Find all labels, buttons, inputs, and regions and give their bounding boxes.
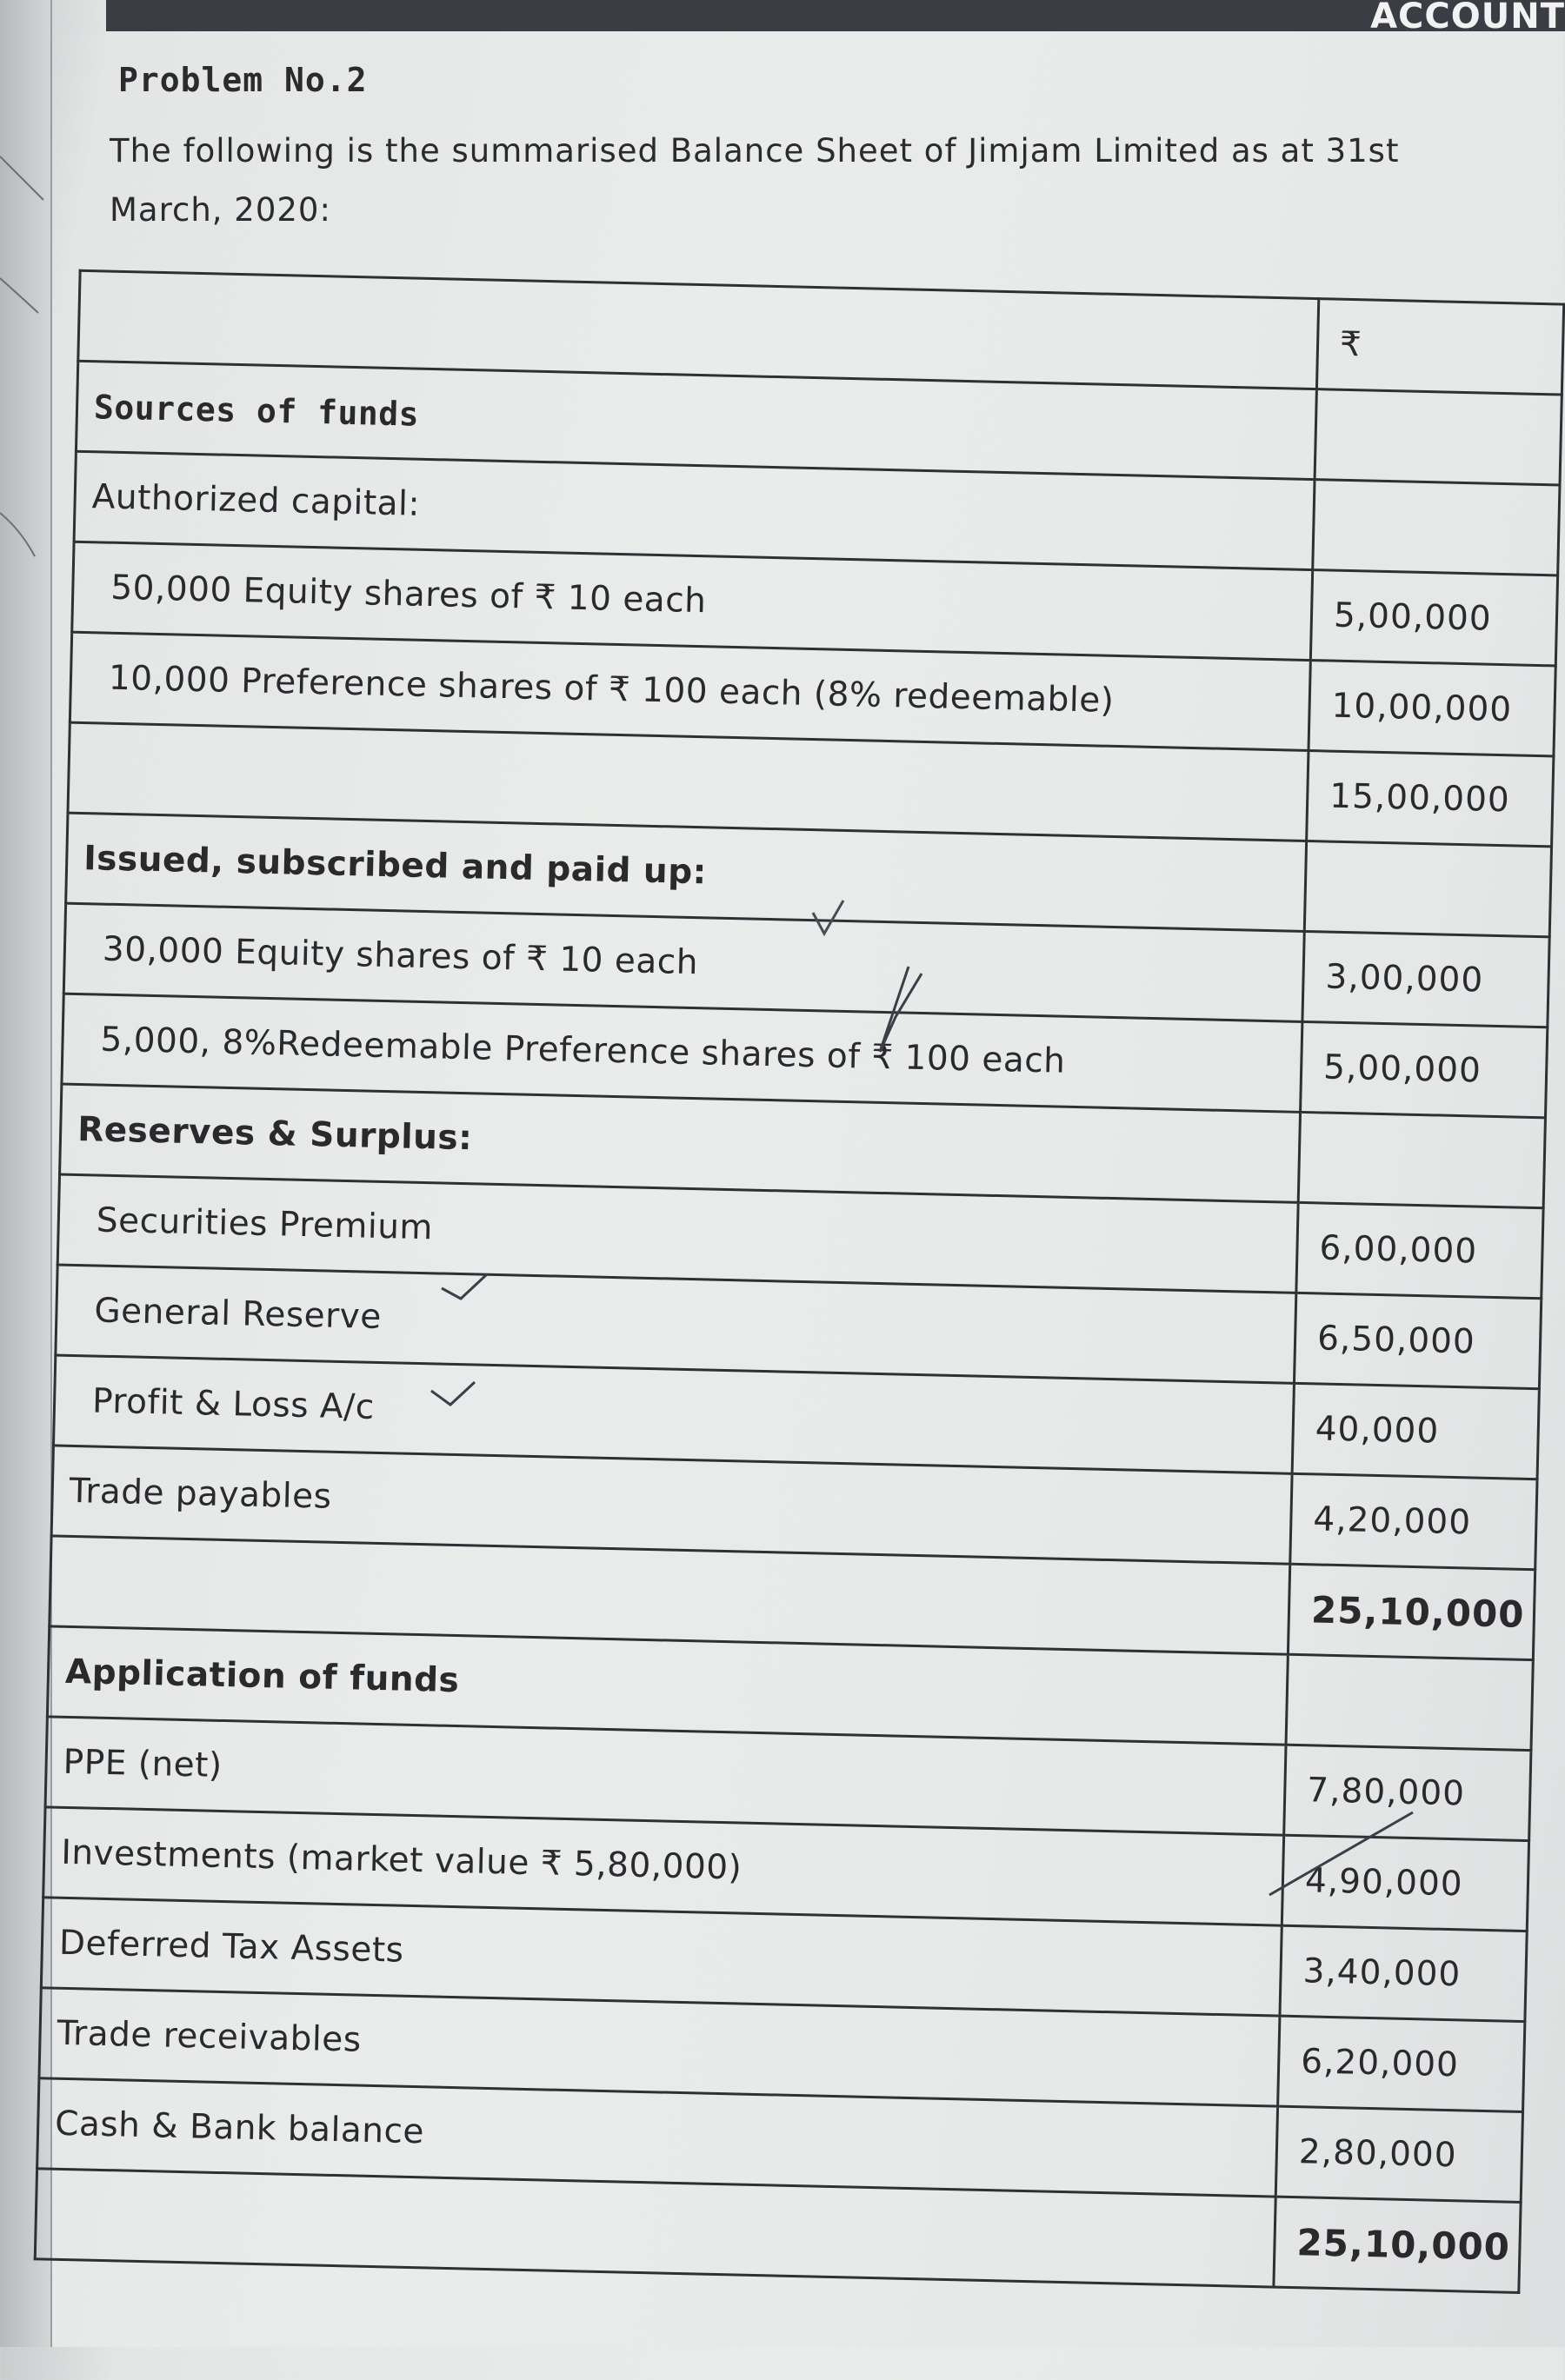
application-total: 25,10,000 xyxy=(1274,2197,1521,2292)
issued-heading: Issued, subscribed and paid up: xyxy=(66,813,1307,931)
balance-sheet xyxy=(0,259,1565,2380)
row-amount: 7,80,000 xyxy=(1284,1745,1531,1840)
row-label: Profit & Loss A/c xyxy=(53,1355,1294,1473)
row-label: PPE (net) xyxy=(45,1717,1286,1835)
row-amount: 3,00,000 xyxy=(1302,931,1549,1027)
running-header-bar xyxy=(106,0,1565,37)
row-label: Trade receivables xyxy=(39,1988,1280,2106)
row-amount: 6,50,000 xyxy=(1294,1293,1541,1388)
row-label: Cash & Bank balance xyxy=(37,2078,1278,2197)
authorized-total: 15,00,000 xyxy=(1307,751,1554,847)
row-label: 10,000 Preference shares of ₹ 100 each (8% redeemable) xyxy=(70,632,1310,750)
currency-header: ₹ xyxy=(1316,299,1563,395)
sources-total: 25,10,000 xyxy=(1288,1564,1535,1659)
row-amount: 5,00,000 xyxy=(1310,570,1557,666)
running-header-label: ACCOUNT xyxy=(1370,0,1565,37)
row-label: Securities Premium xyxy=(57,1174,1298,1293)
row-label: Investments (market value ₹ 5,80,000) xyxy=(43,1807,1284,1925)
sources-heading: Sources of funds xyxy=(76,361,1316,479)
row-amount: 4,20,000 xyxy=(1290,1473,1537,1569)
row-amount: 4,90,000 xyxy=(1282,1835,1528,1931)
authorized-heading: Authorized capital: xyxy=(74,451,1315,569)
row-amount: 3,40,000 xyxy=(1280,1925,1527,2021)
row-amount: 2,80,000 xyxy=(1275,2106,1522,2202)
row-label: 50,000 Equity shares of ₹ 10 each xyxy=(72,542,1313,660)
row-label: Trade payables xyxy=(51,1446,1292,1564)
row-amount: 5,00,000 xyxy=(1301,1021,1548,1117)
row-label: 30,000 Equity shares of ₹ 10 each xyxy=(63,903,1304,1021)
row-amount: 40,000 xyxy=(1292,1383,1539,1479)
problem-title: Problem No.2 xyxy=(118,61,368,99)
row-amount: 6,20,000 xyxy=(1278,2016,1525,2111)
row-label: Deferred Tax Assets xyxy=(41,1898,1282,2016)
reserves-heading: Reserves & Surplus: xyxy=(60,1084,1301,1202)
problem-intro: The following is the summarised Balance Sheet of Jimjam Limited as at 31st March, 2020: xyxy=(110,132,1400,229)
balance-sheet-table xyxy=(34,269,1565,2294)
application-heading: Application of funds xyxy=(47,1626,1288,1745)
row-amount: 10,00,000 xyxy=(1309,661,1555,756)
row-amount: 6,00,000 xyxy=(1296,1202,1543,1298)
row-label: General Reserve xyxy=(56,1265,1296,1383)
row-label: 5,000, 8%Redeemable Preference shares of ₹ 100 each xyxy=(62,994,1302,1112)
